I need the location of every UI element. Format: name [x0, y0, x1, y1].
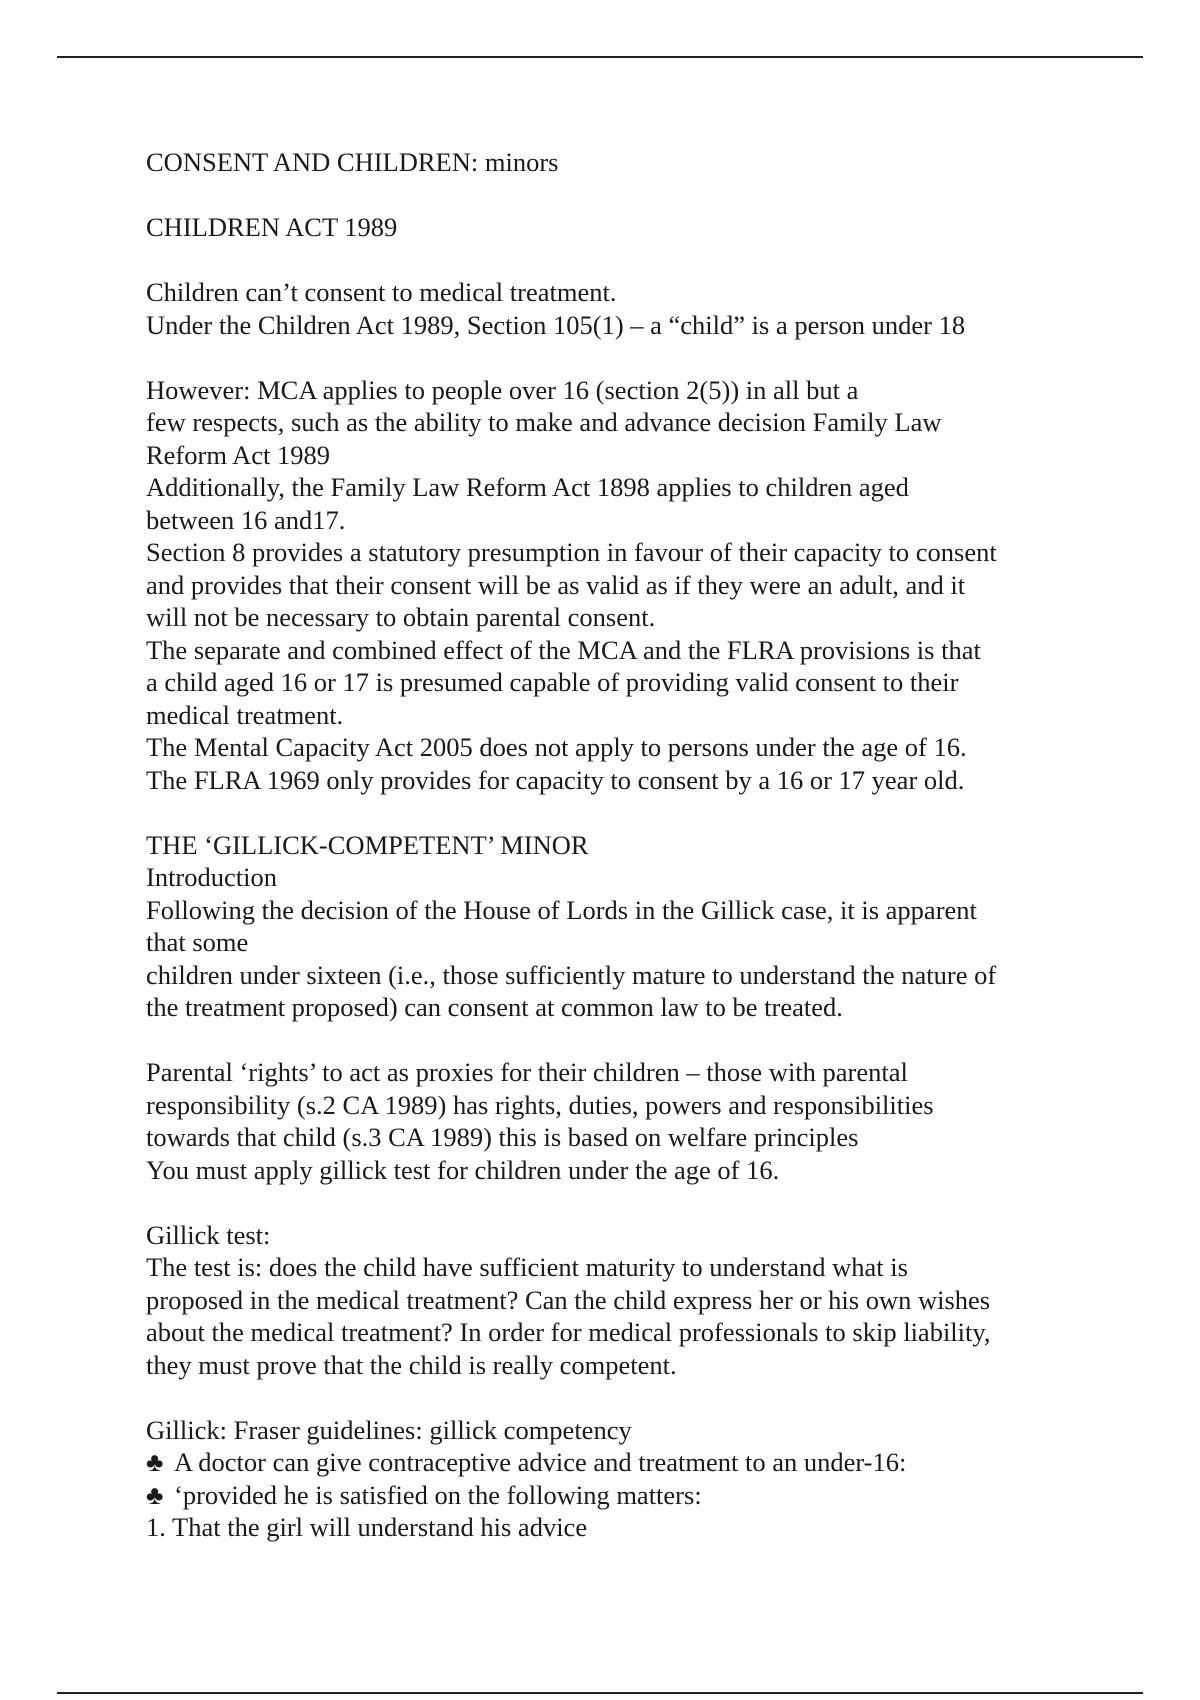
intro-line: Under the Children Act 1989, Section 105(1) – a “child” is a person under 18	[146, 309, 966, 340]
bullet-text: A doctor can give contraceptive advice and treatment to an under-16:	[174, 1447, 907, 1477]
spacer	[146, 1381, 1066, 1414]
mca-line: Section 8 provides a statutory presumption in favour of their capacity to consent	[146, 537, 997, 567]
mca-line: few respects, such as the ability to make and advance decision Family Law	[146, 407, 942, 437]
bullet-text: ‘provided he is satisfied on the following matters:	[174, 1479, 702, 1510]
document-body	[146, 146, 1066, 1544]
club-bullet-icon: ♣	[146, 1479, 164, 1510]
gillick-line: children under sixteen (i.e., those sufficiently mature to understand the nature of	[146, 959, 997, 990]
parental-line: You must apply gillick test for children under the age of 16.	[146, 1154, 780, 1185]
document-title: CONSENT AND CHILDREN: minors	[146, 147, 559, 177]
gillick-line: Following the decision of the House of Lords in the Gillick case, it is apparent	[146, 894, 977, 925]
mca-line: between 16 and17.	[146, 504, 346, 535]
gillick-line: Introduction	[146, 862, 277, 892]
gillick-test-line: about the medical treatment? In order for medical professionals to skip liability,	[146, 1317, 991, 1347]
act-heading: CHILDREN ACT 1989	[146, 212, 398, 242]
spacer	[146, 1186, 1066, 1219]
club-bullet-icon: ♣	[146, 1447, 164, 1477]
gillick-line: that some	[146, 927, 249, 957]
fraser-heading: Gillick: Fraser guidelines: gillick competency	[146, 1414, 632, 1445]
spacer	[146, 796, 1066, 829]
mca-line: However: MCA applies to people over 16 (section 2(5)) in all but a	[146, 374, 859, 405]
spacer	[146, 1024, 1066, 1057]
parental-line: Parental ‘rights’ to act as proxies for their children – those with parental	[146, 1057, 908, 1087]
mca-line: The separate and combined effect of the MCA and the FLRA provisions is that	[146, 634, 981, 665]
gillick-heading: THE ‘GILLICK-COMPETENT’ MINOR	[146, 829, 589, 860]
spacer	[146, 244, 1066, 277]
spacer	[146, 341, 1066, 374]
top-divider	[57, 56, 1143, 58]
mca-line: Reform Act 1989	[146, 439, 330, 470]
gillick-test-line: they must prove that the child is really competent.	[146, 1349, 677, 1380]
parental-line: towards that child (s.3 CA 1989) this is based on welfare principles	[146, 1122, 859, 1152]
numbered-item: 1. That the girl will understand his advice	[146, 1512, 588, 1542]
gillick-test-line: proposed in the medical treatment? Can the child express her or his own wishes	[146, 1284, 991, 1315]
bottom-divider	[57, 1692, 1143, 1694]
bullet-item	[146, 1479, 1066, 1512]
spacer	[146, 179, 1066, 212]
mca-line: The FLRA 1969 only provides for capacity to consent by a 16 or 17 year old.	[146, 764, 965, 795]
mca-line: medical treatment.	[146, 699, 344, 730]
bullet-item	[146, 1446, 1066, 1479]
parental-line: responsibility (s.2 CA 1989) has rights, duties, powers and responsibilities	[146, 1089, 934, 1120]
gillick-test-heading: Gillick test:	[146, 1219, 271, 1250]
gillick-test-line: The test is: does the child have sufficient maturity to understand what is	[146, 1252, 908, 1282]
mca-line: and provides that their consent will be as valid as if they were an adult, and it	[146, 569, 966, 600]
gillick-line: the treatment proposed) can consent at common law to be treated.	[146, 992, 843, 1022]
mca-line: will not be necessary to obtain parental consent.	[146, 602, 656, 632]
mca-line: The Mental Capacity Act 2005 does not apply to persons under the age of 16.	[146, 732, 967, 762]
mca-line: Additionally, the Family Law Reform Act 1898 applies to children aged	[146, 472, 909, 502]
intro-line: Children can’t consent to medical treatment.	[146, 277, 617, 307]
mca-line: a child aged 16 or 17 is presumed capable of providing valid consent to their	[146, 667, 959, 697]
